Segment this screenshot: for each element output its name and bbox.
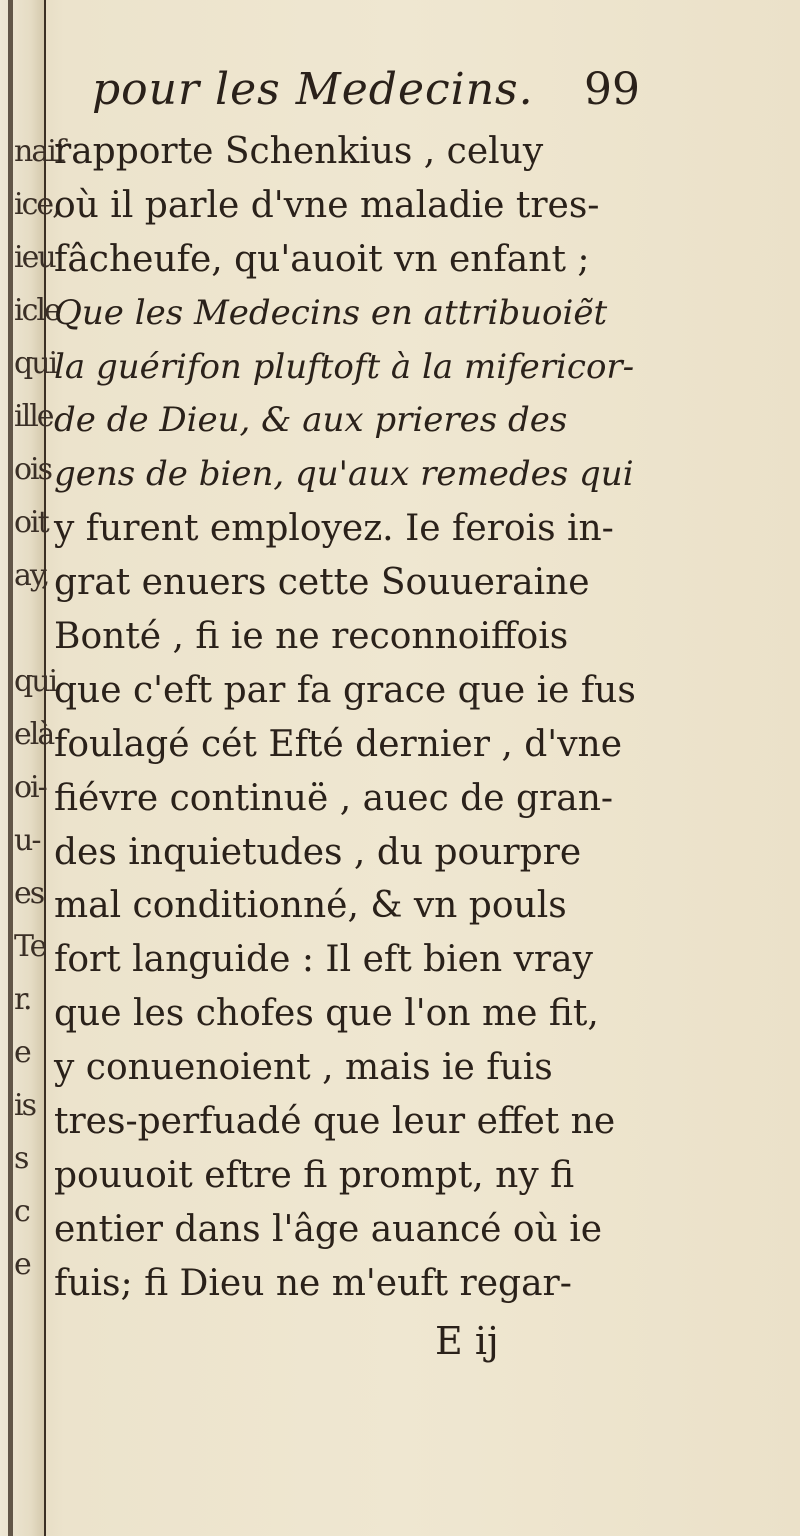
text-line: foulagé cét Efté dernier , d'vne — [54, 723, 623, 765]
text-line: fâcheufe, qu'auoit vn enfant ; — [54, 238, 590, 280]
text-line: y conuenoient , mais ie fuis — [54, 1047, 553, 1089]
text-line: y furent employez. Ie ferois in- — [54, 508, 614, 550]
text-line: que c'eft par fa grace que ie fus — [54, 669, 636, 711]
text-line: tres-perfuadé que leur effet ne — [54, 1101, 616, 1143]
running-title: pour les Medecins. — [92, 64, 534, 115]
text-line: entier dans l'âge auancé où ie — [54, 1208, 603, 1250]
bleed-fragment: es — [14, 876, 44, 911]
text-line: des inquietudes , du pourpre — [54, 831, 582, 873]
bleed-fragment: r. — [14, 982, 31, 1017]
text-line: pouuoit eftre fi prompt, ny fi — [54, 1154, 575, 1196]
text-line: où il parle d'vne maladie tres- — [54, 184, 600, 226]
page-number: 99 — [584, 64, 640, 115]
bleed-fragment: c — [14, 1194, 29, 1229]
bleed-fragment: ille — [14, 399, 53, 434]
bleed-fragment: icle — [14, 293, 60, 328]
bleed-fragment: e — [14, 1035, 30, 1070]
signature-mark: E ij — [435, 1318, 499, 1363]
bleed-fragment — [14, 602, 46, 655]
page-text — [50, 55, 790, 1371]
body-text — [50, 125, 790, 1311]
text-line: fiévre continuë , auec de gran- — [54, 777, 614, 819]
bleed-fragment: qui — [14, 664, 57, 699]
bleed-fragment: naif — [14, 134, 64, 169]
bleed-fragment: s — [14, 1141, 28, 1176]
bleed-fragment: qui — [14, 346, 57, 381]
text-line: gens de bien, qu'aux remedes qui — [54, 454, 634, 495]
bleed-fragment: ois — [14, 452, 52, 487]
text-line: que les chofes que l'on me fit, — [54, 993, 599, 1035]
text-line: de de Dieu, & aux prieres des — [54, 400, 568, 441]
bleed-fragment: u- — [14, 823, 40, 858]
bleed-fragment: ieu — [14, 240, 55, 275]
bleed-fragment: is — [14, 1088, 35, 1123]
previous-page-bleed-text — [14, 125, 64, 1291]
bleed-fragment: elà — [14, 717, 54, 752]
text-line: mal conditionné, & vn pouls — [54, 885, 567, 927]
bleed-fragment: oi- — [14, 770, 46, 805]
text-line: Bonté , fi ie ne reconnoiffois — [54, 616, 569, 658]
text-line: Que les Medecins en attribuoiẽt — [54, 292, 608, 333]
text-line: grat enuers cette Souueraine — [54, 562, 590, 604]
bleed-fragment: ice, — [14, 187, 60, 222]
text-line: fuis; fi Dieu ne m'euft regar- — [54, 1262, 572, 1304]
bleed-fragment: ay, — [14, 558, 49, 593]
bleed-fragment: oit — [14, 505, 48, 540]
text-line: fort languide : Il eft bien vray — [54, 939, 593, 981]
running-head — [50, 55, 790, 125]
bleed-fragment: Te — [14, 929, 46, 964]
text-line: la guérifon pluftoft à la mifericor- — [54, 346, 635, 387]
binding-shadow — [8, 0, 13, 1536]
text-line: rapporte Schenkius , celuy — [54, 131, 544, 172]
bleed-fragment: e — [14, 1247, 30, 1282]
